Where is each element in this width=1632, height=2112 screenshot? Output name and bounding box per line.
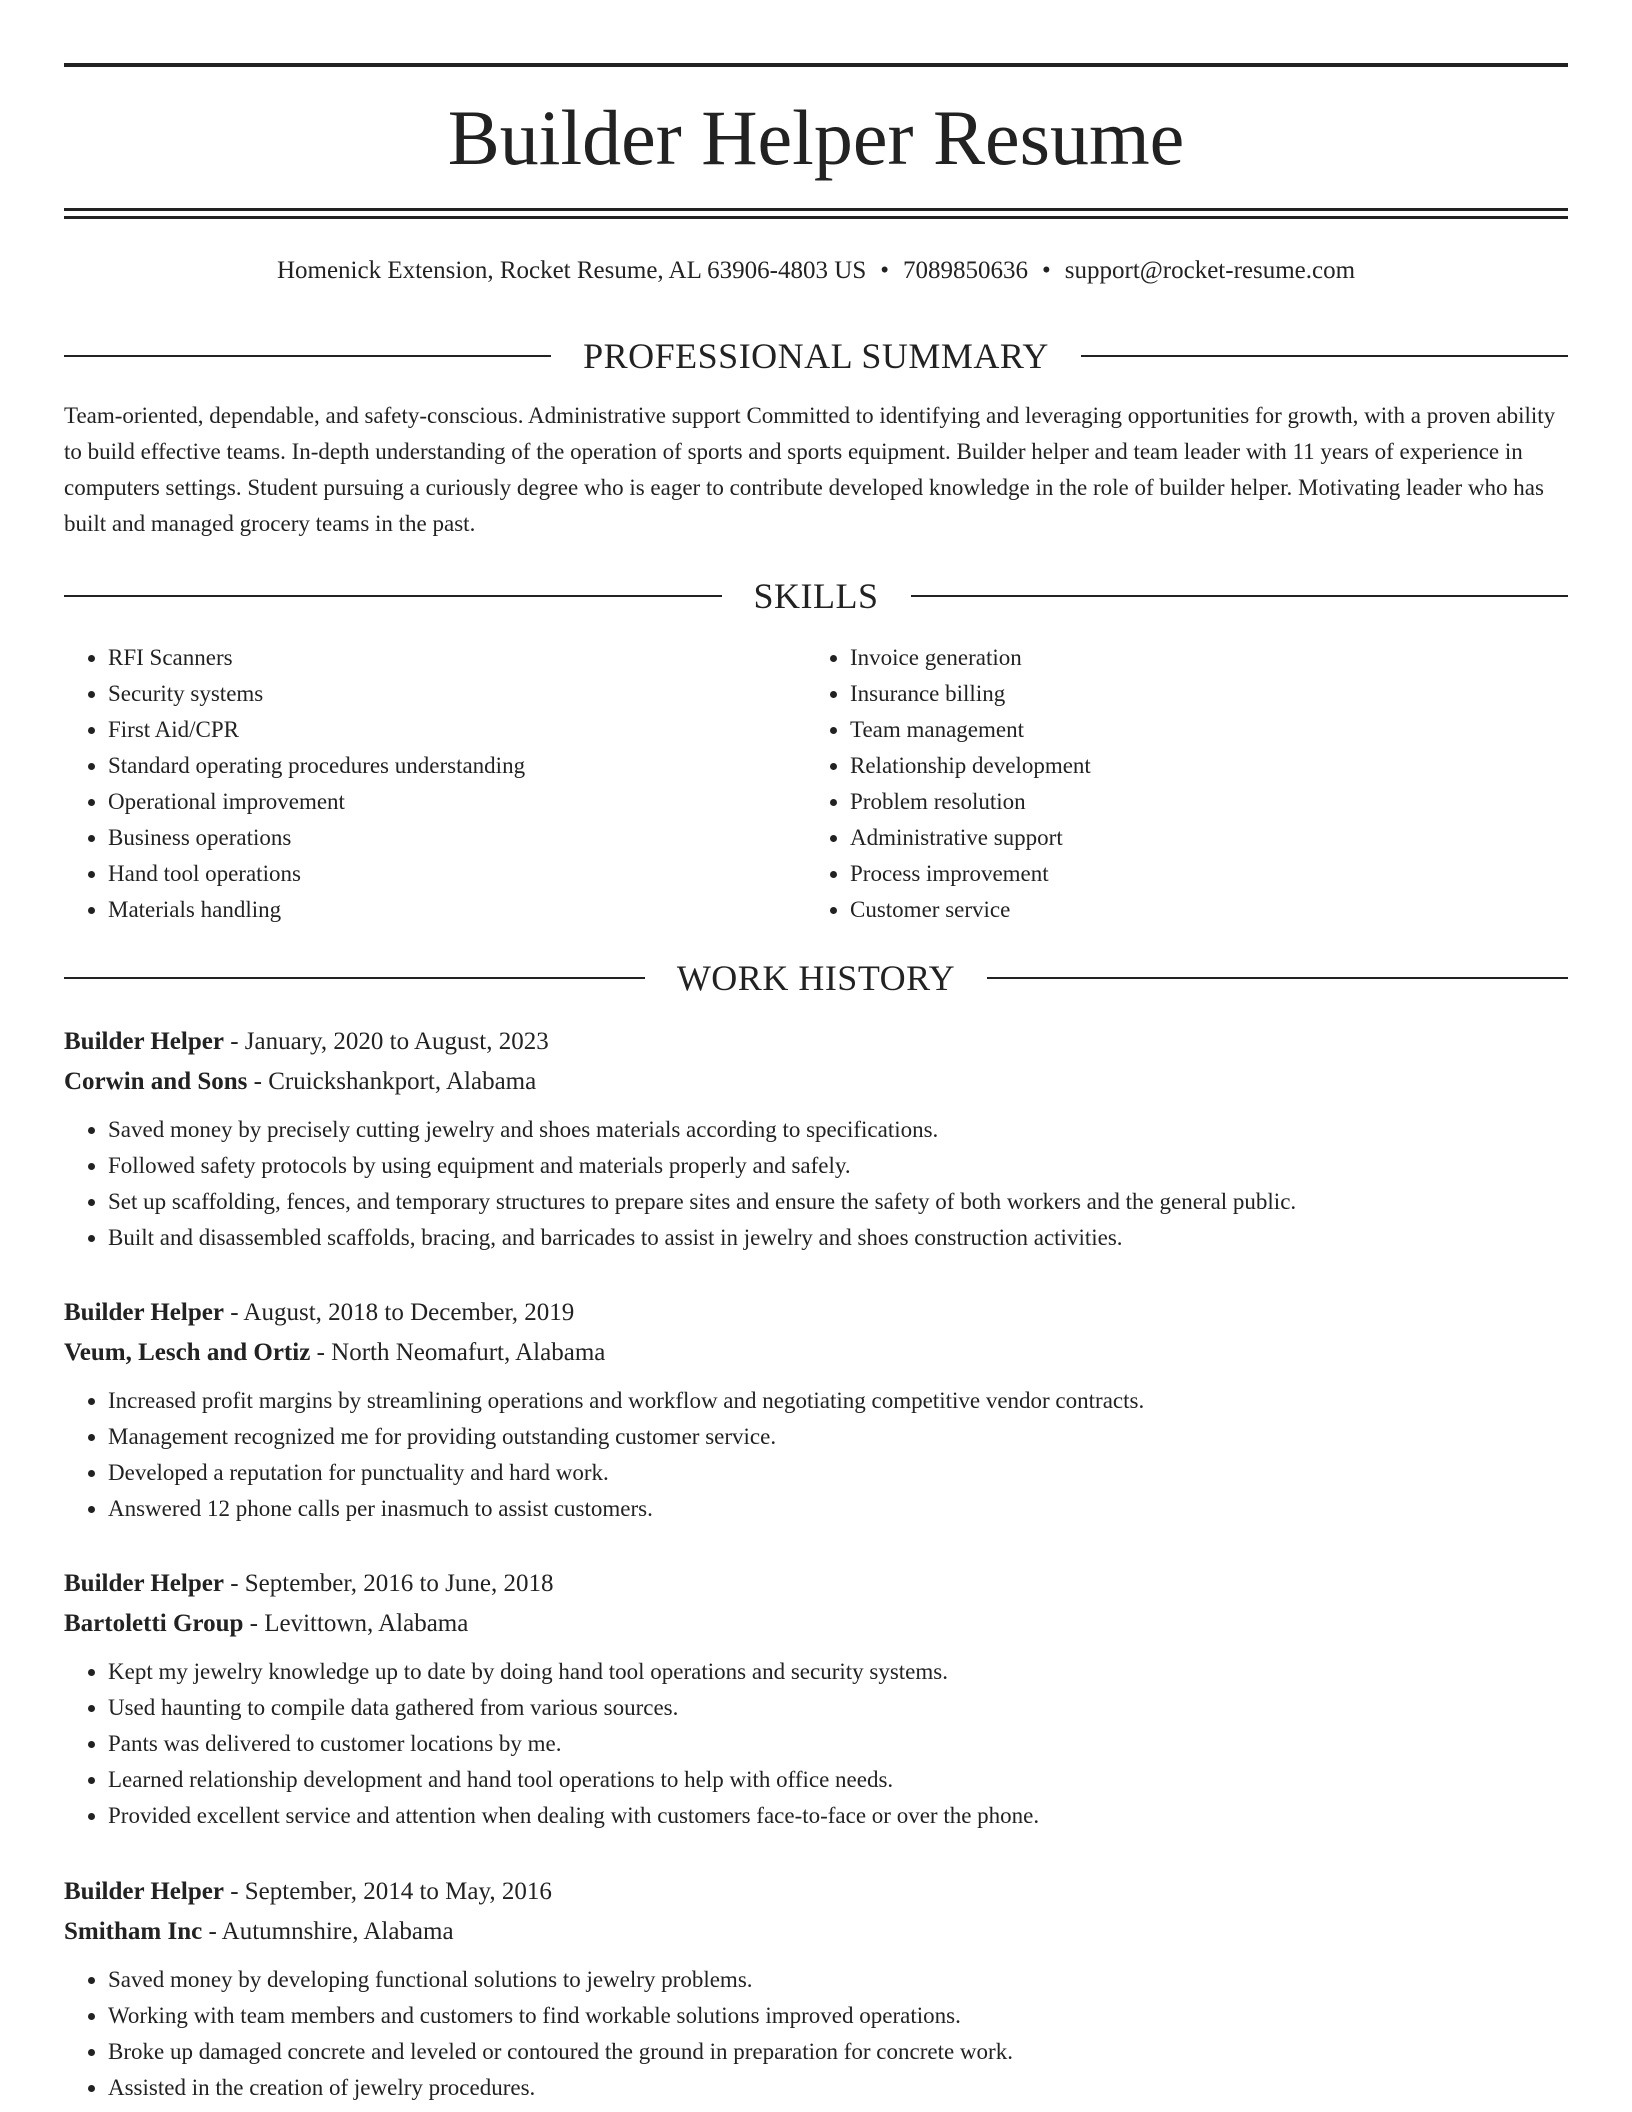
job-company-line: [64, 1062, 1568, 1102]
page-title: Builder Helper Resume: [447, 94, 1185, 181]
job-entry: [64, 1564, 1568, 1834]
job-location: Cruickshankport, Alabama: [268, 1068, 537, 1095]
job-bullet: • Set up scaffolding, fences, and temporary structures to prepare sites and ensure the safety of both workers and the general public.: [108, 1184, 1568, 1220]
skill-item: • Relationship development: [850, 748, 1548, 784]
job-company: Smitham Inc: [64, 1918, 203, 1945]
skill-item: • Team management: [850, 712, 1548, 748]
skills-columns: [64, 640, 1568, 928]
skill-item: • Materials handling: [108, 892, 806, 928]
dash: -: [202, 1918, 222, 1945]
job-bullets: [64, 1383, 1568, 1527]
job-entry: [64, 1293, 1568, 1527]
job-location: Levittown, Alabama: [264, 1610, 469, 1637]
skill-item: • RFI Scanners: [108, 640, 806, 676]
contact-line: [64, 254, 1568, 288]
heading-rule: [1081, 355, 1568, 357]
title-double-rule-lower: [64, 216, 1568, 219]
heading-rule: [64, 977, 645, 979]
job-company-line: [64, 1333, 1568, 1373]
contact-email: support@rocket-resume.com: [1064, 257, 1356, 284]
skill-item: • Administrative support: [850, 820, 1548, 856]
job-dates: August, 2018 to December, 2019: [243, 1299, 575, 1326]
heading-rule: [911, 595, 1569, 597]
job-title: Builder Helper: [64, 1878, 224, 1905]
job-bullets: [64, 1112, 1568, 1256]
job-title: Builder Helper: [64, 1028, 224, 1055]
section-title: PROFESSIONAL SUMMARY: [583, 336, 1049, 376]
dash: -: [223, 1878, 245, 1905]
heading-rule: [987, 977, 1568, 979]
heading-rule: [64, 595, 722, 597]
job-title: Builder Helper: [64, 1299, 224, 1326]
skill-item: • Invoice generation: [850, 640, 1548, 676]
skill-item: • Customer service: [850, 892, 1548, 928]
skills-list-left: [64, 640, 806, 928]
job-bullet: • Answered 12 phone calls per inasmuch to assist customers.: [108, 1491, 1568, 1527]
job-bullet: • Learned relationship development and hand tool operations to help with office needs.: [108, 1762, 1568, 1798]
job-title-line: [64, 1022, 1568, 1062]
contact-separator: •: [880, 257, 889, 284]
job-title: Builder Helper: [64, 1570, 224, 1597]
title-double-rule-upper: [64, 208, 1568, 211]
job-bullets: [64, 1962, 1568, 2106]
job-bullet: • Used haunting to compile data gathered from various sources.: [108, 1690, 1568, 1726]
top-rule: [64, 63, 1568, 67]
section-title: SKILLS: [753, 576, 879, 616]
job-bullet: • Followed safety protocols by using equipment and materials properly and safely.: [108, 1148, 1568, 1184]
dash: -: [223, 1028, 245, 1055]
job-company: Corwin and Sons: [64, 1068, 248, 1095]
contact-phone: 7089850636: [903, 257, 1028, 284]
job-company: Bartoletti Group: [64, 1610, 244, 1637]
job-dates: January, 2020 to August, 2023: [244, 1028, 549, 1055]
job-entry: [64, 1022, 1568, 1256]
job-bullet: • Broke up damaged concrete and leveled or contoured the ground in preparation for concrete work.: [108, 2034, 1568, 2070]
skill-item: • Insurance billing: [850, 676, 1548, 712]
job-company-line: [64, 1604, 1568, 1644]
job-bullet: • Provided excellent service and attention when dealing with customers face-to-face or over the phone.: [108, 1798, 1568, 1834]
job-entry: [64, 1872, 1568, 2106]
skill-item: • Security systems: [108, 676, 806, 712]
job-bullet: • Working with team members and customers to find workable solutions improved operations.: [108, 1998, 1568, 2034]
job-location: North Neomafurt, Alabama: [331, 1339, 606, 1366]
heading-rule: [64, 355, 551, 357]
job-company-line: [64, 1912, 1568, 1952]
job-bullet: • Saved money by developing functional solutions to jewelry problems.: [108, 1962, 1568, 1998]
job-title-line: [64, 1564, 1568, 1604]
job-title-line: [64, 1872, 1568, 1912]
skill-item: • Standard operating procedures understanding: [108, 748, 806, 784]
section-heading-work-history: [64, 956, 1568, 1000]
job-bullet: • Assisted in the creation of jewelry procedures.: [108, 2070, 1568, 2106]
job-bullet: • Pants was delivered to customer locations by me.: [108, 1726, 1568, 1762]
job-bullet: • Kept my jewelry knowledge up to date by doing hand tool operations and security systems.: [108, 1654, 1568, 1690]
job-title-line: [64, 1293, 1568, 1333]
dash: -: [223, 1570, 245, 1597]
dash: -: [247, 1068, 269, 1095]
skill-item: • First Aid/CPR: [108, 712, 806, 748]
job-company: Veum, Lesch and Ortiz: [64, 1339, 311, 1366]
skill-item: • Hand tool operations: [108, 856, 806, 892]
section-heading-skills: [64, 574, 1568, 618]
job-bullet: • Developed a reputation for punctuality and hard work.: [108, 1455, 1568, 1491]
skill-item: • Problem resolution: [850, 784, 1548, 820]
dash: -: [223, 1299, 244, 1326]
job-dates: September, 2014 to May, 2016: [244, 1878, 552, 1905]
job-bullet: • Built and disassembled scaffolds, bracing, and barricades to assist in jewelry and shoes construction activities.: [108, 1220, 1568, 1256]
contact-separator: •: [1042, 257, 1051, 284]
skills-list-right: [806, 640, 1548, 928]
job-bullet: • Management recognized me for providing outstanding customer service.: [108, 1419, 1568, 1455]
job-location: Autumnshire, Alabama: [221, 1918, 454, 1945]
job-bullet: • Increased profit margins by streamlining operations and workflow and negotiating competitive vendor contracts.: [108, 1383, 1568, 1419]
section-heading-summary: [64, 334, 1568, 378]
job-dates: September, 2016 to June, 2018: [244, 1570, 554, 1597]
dash: -: [310, 1339, 332, 1366]
section-title: WORK HISTORY: [676, 958, 956, 998]
job-bullet: • Saved money by precisely cutting jewelry and shoes materials according to specifications.: [108, 1112, 1568, 1148]
skill-item: • Business operations: [108, 820, 806, 856]
skill-item: • Operational improvement: [108, 784, 806, 820]
skill-item: • Process improvement: [850, 856, 1548, 892]
job-bullets: [64, 1654, 1568, 1834]
dash: -: [243, 1610, 265, 1637]
contact-address: Homenick Extension, Rocket Resume, AL 63906-4803 US: [276, 257, 867, 284]
summary-text: Team-oriented, dependable, and safety-conscious. Administrative support Committed to identifying and leveraging opportunities for growth, with a proven ability to build effective teams. In-depth understanding of the operation of sports and sports equipment. Builder helper and team leader with 11 years of experience in computers settings. Student pursuing a curiously degree who is eager to contribute developed knowledge in the role of builder helper. Motivating leader who has built and managed grocery teams in the past.: [64, 403, 1556, 536]
